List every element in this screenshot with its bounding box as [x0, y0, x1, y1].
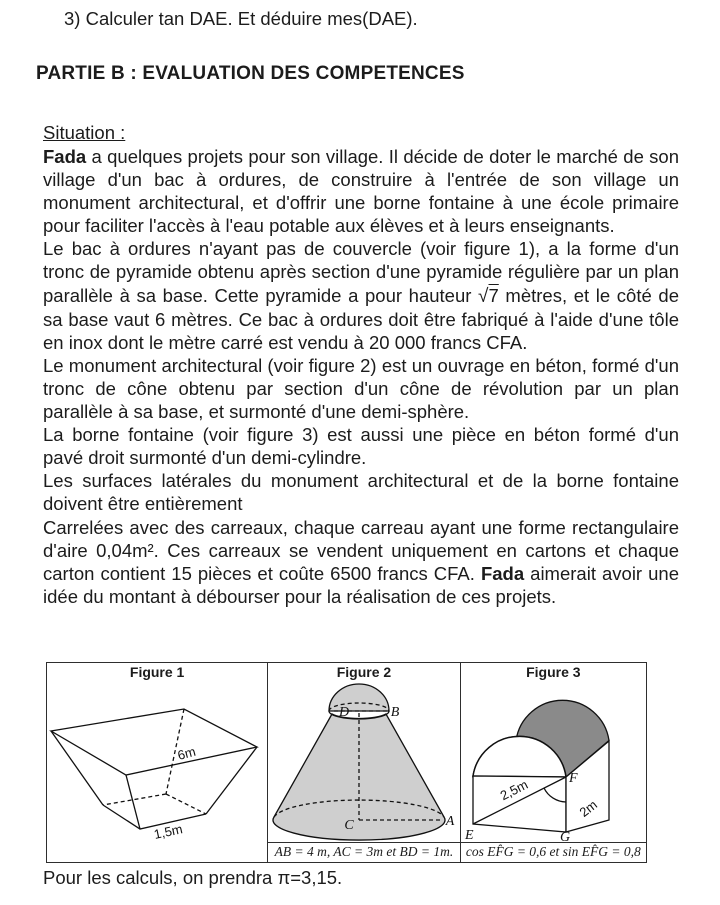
figure-2-point-D: D — [339, 705, 350, 720]
figure-2-point-A: A — [445, 814, 455, 829]
paragraph-carreaux: Carrelées avec des carreaux, chaque carreau ayant une forme rectangulaire d'aire 0,04m². Ces carreaux se vendent uniquement en cartons et chaque carton contient 15 pièces et coûte 6500 francs CFA. Fada aimerait avoir une idée du montant à débourser pour la réalisation de ces projets. — [43, 516, 679, 607]
figure-2-cell — [267, 663, 459, 862]
figure-2-drawing-cone-hemisphere — [268, 681, 459, 842]
pi-note: Pour les calculs, on prendra π=3,15. — [43, 867, 343, 888]
figure-2-title: Figure 2 — [336, 664, 392, 680]
exercise-question-line: 3) Calculer tan DAE. Et déduire mes(DAE). — [64, 8, 418, 29]
figure-3-title: Figure 3 — [526, 664, 581, 680]
paragraph-borne-fontaine: La borne fontaine (voir figure 3) est aussi une pièce en béton formé d'un pavé droit surmonté d'un demi-cylindre. — [43, 424, 679, 469]
figure-2-caption: AB = 4 m, AC = 3m et BD = 1m. — [268, 842, 459, 862]
figure-1-top-edge-dimension: 6m — [175, 743, 198, 763]
sqrt-sign: √ — [478, 285, 489, 307]
paragraph-monument: Le monument architectural (voir figure 2) est un ouvrage en béton, formé d'un tronc de cône obtenu par section d'un cône de révolution par un plan parallèle à sa base, et surmonté d'une demi-sphère. — [43, 354, 679, 423]
figure-3-point-G: G — [559, 830, 570, 842]
situation-label: Situation : — [43, 122, 126, 143]
paragraph-surfaces: Les surfaces latérales du monument architectural et de la borne fontaine doivent être entièrement — [43, 470, 679, 515]
figure-3-cell — [460, 663, 646, 862]
figure-2-point-C: C — [344, 818, 354, 833]
figure-1-title: Figure 1 — [129, 664, 185, 680]
figure-2-point-B: B — [390, 705, 400, 720]
figures-table — [46, 662, 647, 863]
figure-1-bottom-edge-dimension: 1,5m — [152, 821, 184, 842]
figure-3-drawing-prism-half-cylinder — [461, 681, 646, 842]
figure-3-point-F: F — [568, 771, 578, 786]
figure-3-depth-dimension: 2m — [576, 796, 600, 820]
name-fada: Fada — [43, 146, 87, 167]
name-fada-2: Fada — [480, 562, 525, 584]
figure-3-diagonal-dimension: 2,5m — [497, 776, 530, 804]
sqrt-radicand: 7 — [488, 284, 499, 306]
figure-3-caption: cos EF̂G = 0,6 et sin EF̂G = 0,8 — [461, 842, 646, 862]
figure-3-point-E: E — [464, 828, 474, 842]
paragraph-bac-ordures: Le bac à ordures n'ayant pas de couvercle (voir figure 1), a la forme d'un tronc de pyramide obtenu après section d'une pyramide régulière par un plan parallèle à sa base. Cette pyramide a pour hauteur √7 mètres, et le côté de sa base vaut 6 mètres. Ce bac à ordures doit être fabriqué à l'aide d'une tôle en inox dont le mètre carré est vendu à 20 000 francs CFA. — [43, 238, 679, 353]
section-heading: PARTIE B : EVALUATION DES COMPETENCES — [36, 63, 465, 84]
figure-1-drawing-truncated-pyramid — [47, 681, 266, 862]
figure-1-cell — [47, 663, 267, 862]
paragraph-projects: Fada a quelques projets pour son village. Il décide de doter le marché de son village d'un bac à ordures, de construire à l'entrée de son village un monument architectural, et d'offrir une borne fontaine à une école primaire pour faciliter l'accès à l'eau potable aux élèves et à leurs enseignants. — [43, 146, 679, 237]
situation-body — [43, 145, 679, 608]
